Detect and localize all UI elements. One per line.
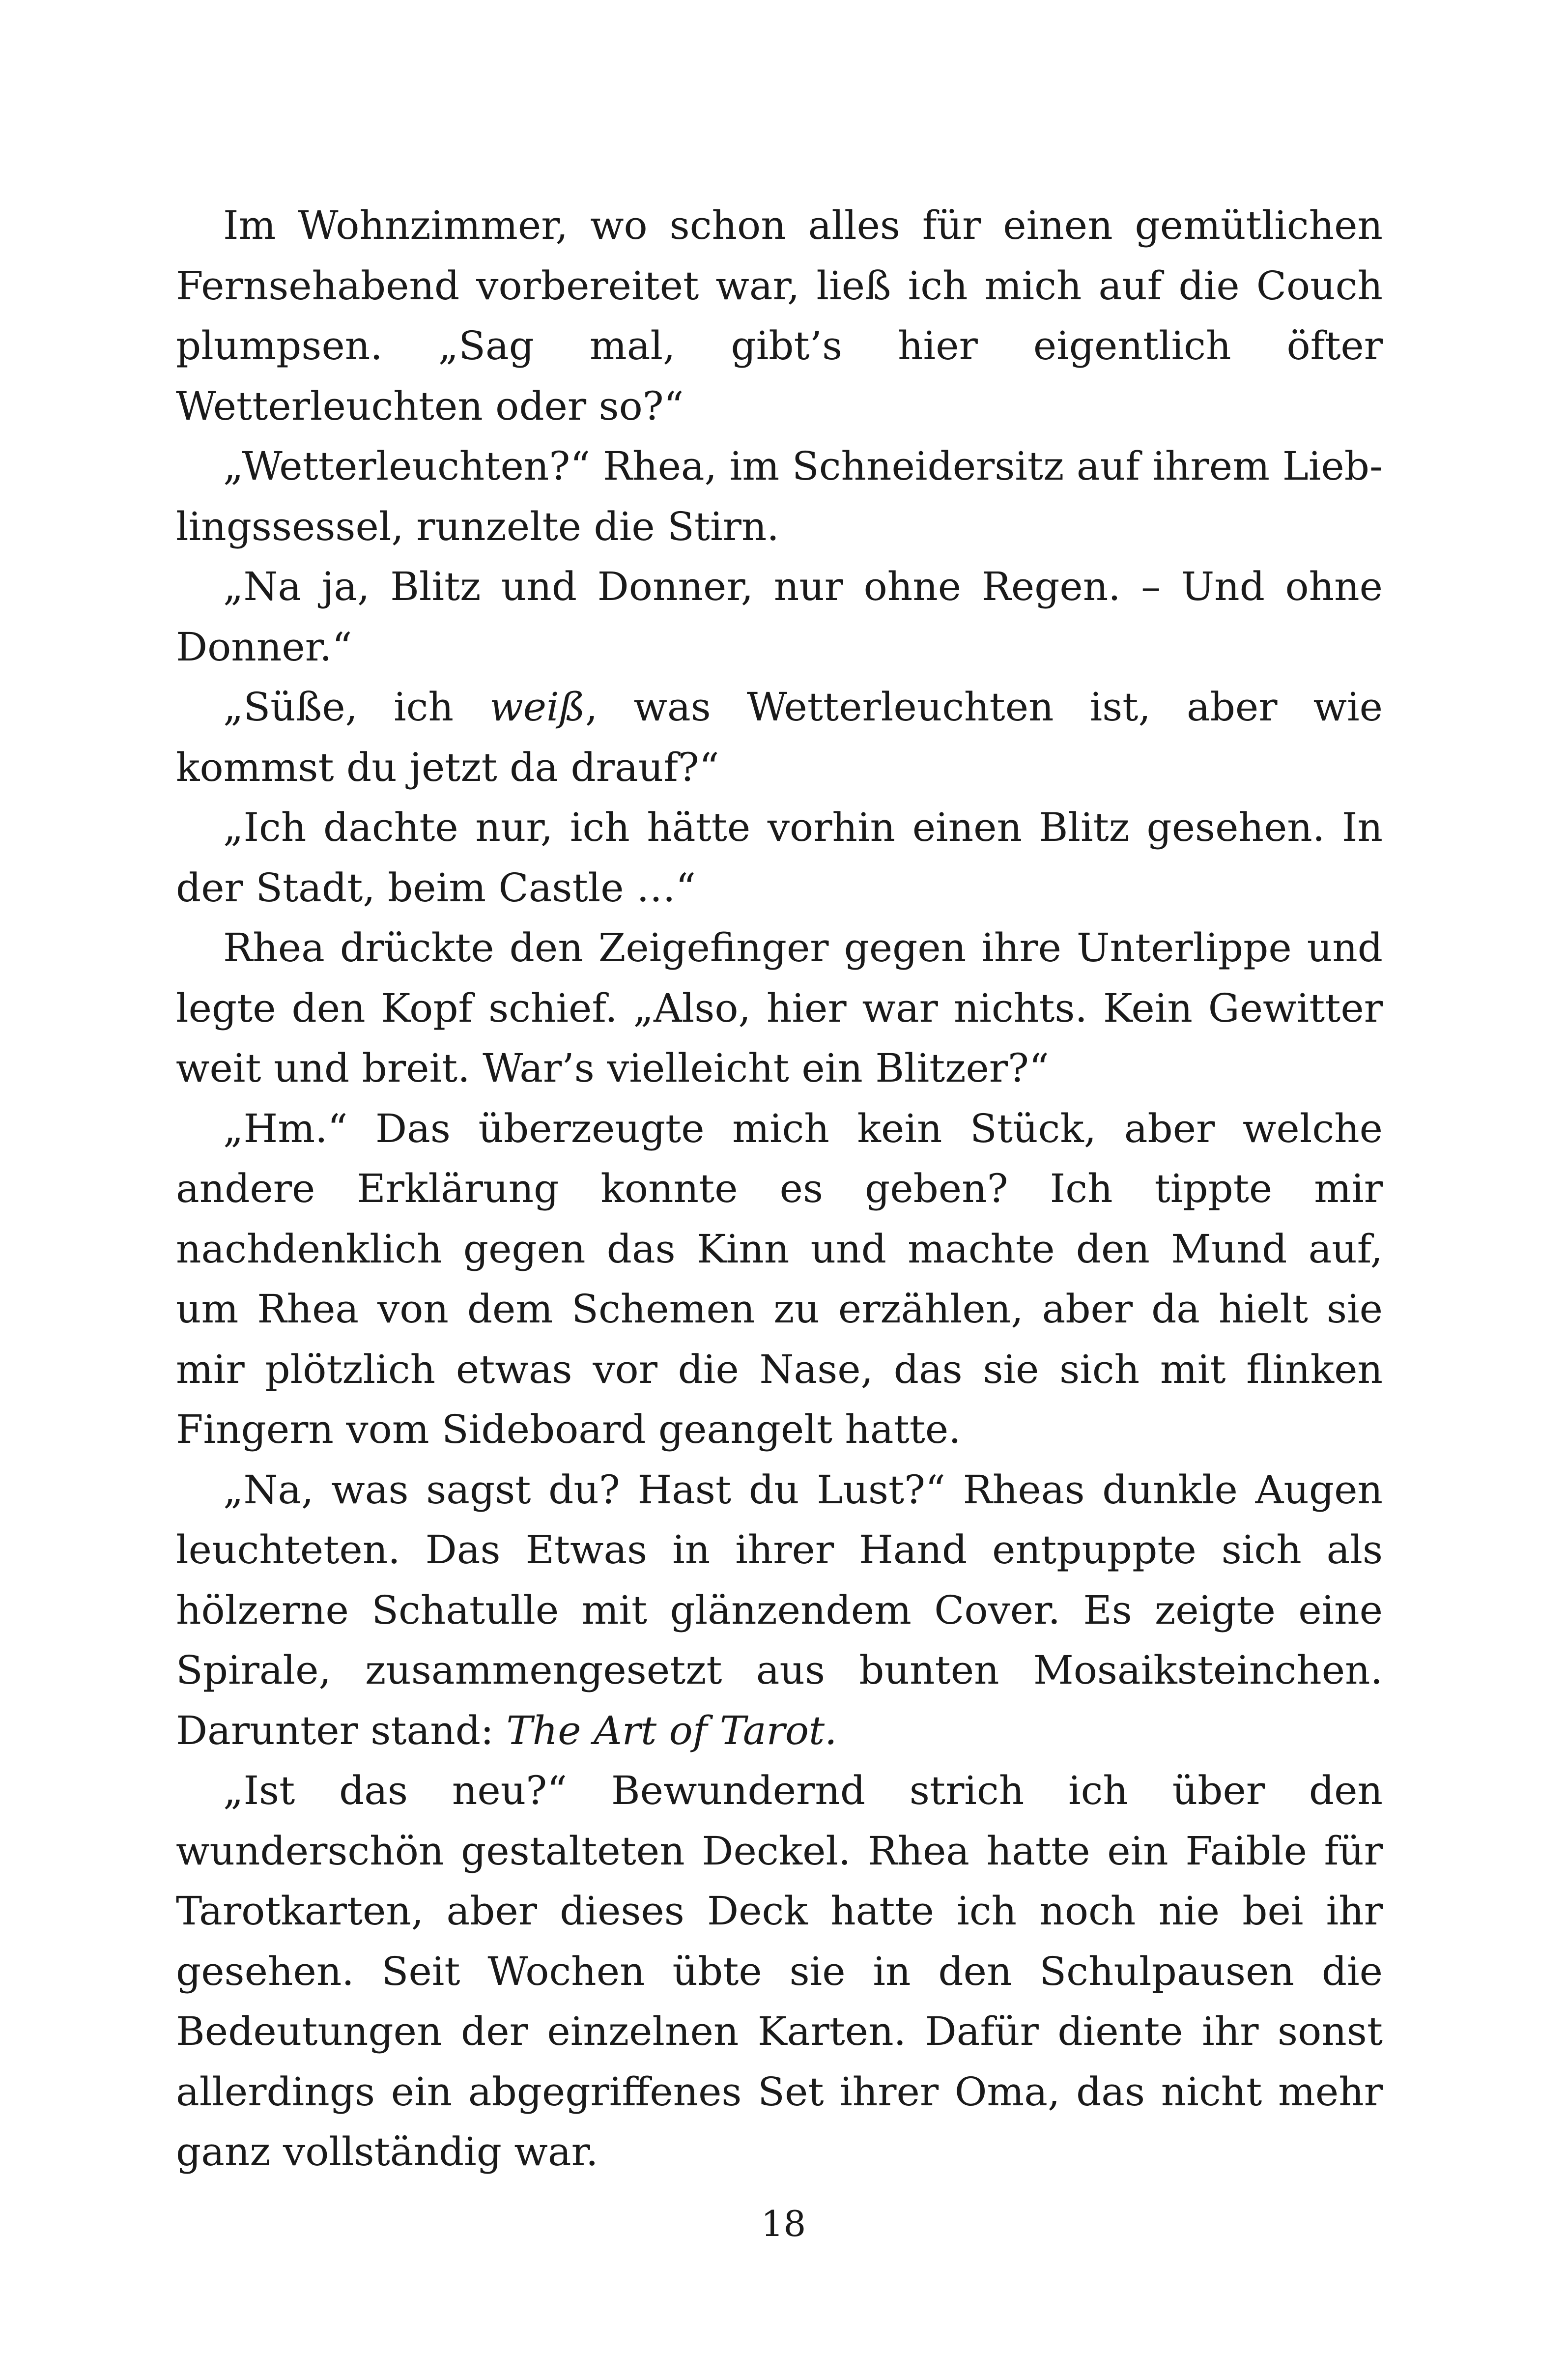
paragraph bbox=[176, 557, 1383, 677]
body-text bbox=[176, 196, 1383, 2182]
text-segment: „Wetterleuchten?“ Rhea, im Schneidersitz auf ihrem Lieblingssessel, runzelte die Stirn. bbox=[176, 443, 1383, 549]
text-segment: „Na, was sagst du? Hast du Lust?“ Rheas dunkle Augen leuchteten. Das Etwas in ihrer Hand entpuppte sich als hölzerne Schatulle mit glänzendem Cover. Es zeigte eine Spirale, zusammengesetzt aus bunten Mosaiksteinchen. Darunter stand: bbox=[176, 1466, 1383, 1753]
paragraph bbox=[176, 798, 1383, 918]
text-segment: „Hm.“ Das überzeugte mich kein Stück, aber welche andere Erklärung konnte es geben? Ich tippte mir nachdenklich gegen das Kinn und machte den Mund auf, um Rhea von dem Schemen zu erzählen, aber da hielt sie mir plötzlich etwas vor die Nase, das sie sich mit flinken Fingern vom Sideboard geangelt hatte. bbox=[176, 1105, 1383, 1452]
text-segment: , was Wetterleuchten ist, aber wie kommst du jetzt da drauf?“ bbox=[176, 684, 1383, 790]
paragraph bbox=[176, 436, 1383, 557]
paragraph bbox=[176, 677, 1383, 798]
paragraph bbox=[176, 1460, 1383, 1761]
paragraph bbox=[176, 1761, 1383, 2182]
italic-text: weiß bbox=[489, 684, 585, 730]
text-segment: „Süße, ich bbox=[223, 684, 490, 730]
text-segment: Im Wohnzimmer, wo schon alles für einen gemütlichen Fernsehabend vorbereitet war, ließ ich mich auf die Couch plumpsen. „Sag mal, gibt’s hier eigentlich öfter Wetterleuchten oder so?“ bbox=[176, 202, 1383, 429]
text-segment: „Na ja, Blitz und Donner, nur ohne Regen. – Und ohne Donner.“ bbox=[176, 564, 1383, 670]
page-number: 18 bbox=[761, 2203, 806, 2244]
paragraph bbox=[176, 1099, 1383, 1460]
text-segment: „Ich dachte nur, ich hätte vorhin einen Blitz gesehen. In der Stadt, beim Castle …“ bbox=[176, 804, 1383, 911]
text-segment: Rhea drückte den Zeigefinger gegen ihre Unterlippe und legte den Kopf schief. „Also, hier war nichts. Kein Gewitter weit und breit. War’s vielleicht ein Blitzer?“ bbox=[176, 925, 1383, 1091]
paragraph bbox=[176, 918, 1383, 1099]
paragraph bbox=[176, 196, 1383, 436]
text-segment: „Ist das neu?“ Bewundernd strich ich über den wunderschön gestalteten Deckel. Rhea hatte ein Faible für Tarotkarten, aber dieses Deck hatte ich noch nie bei ihr gesehen. Seit Wochen übte sie in den Schulpausen die Bedeutungen der einzelnen Karten. Dafür diente ihr sonst allerdings ein abgegriffenes Set ihrer Oma, das nicht mehr ganz vollständig war. bbox=[176, 1768, 1383, 2175]
italic-text: The Art of Tarot. bbox=[506, 1707, 837, 1753]
